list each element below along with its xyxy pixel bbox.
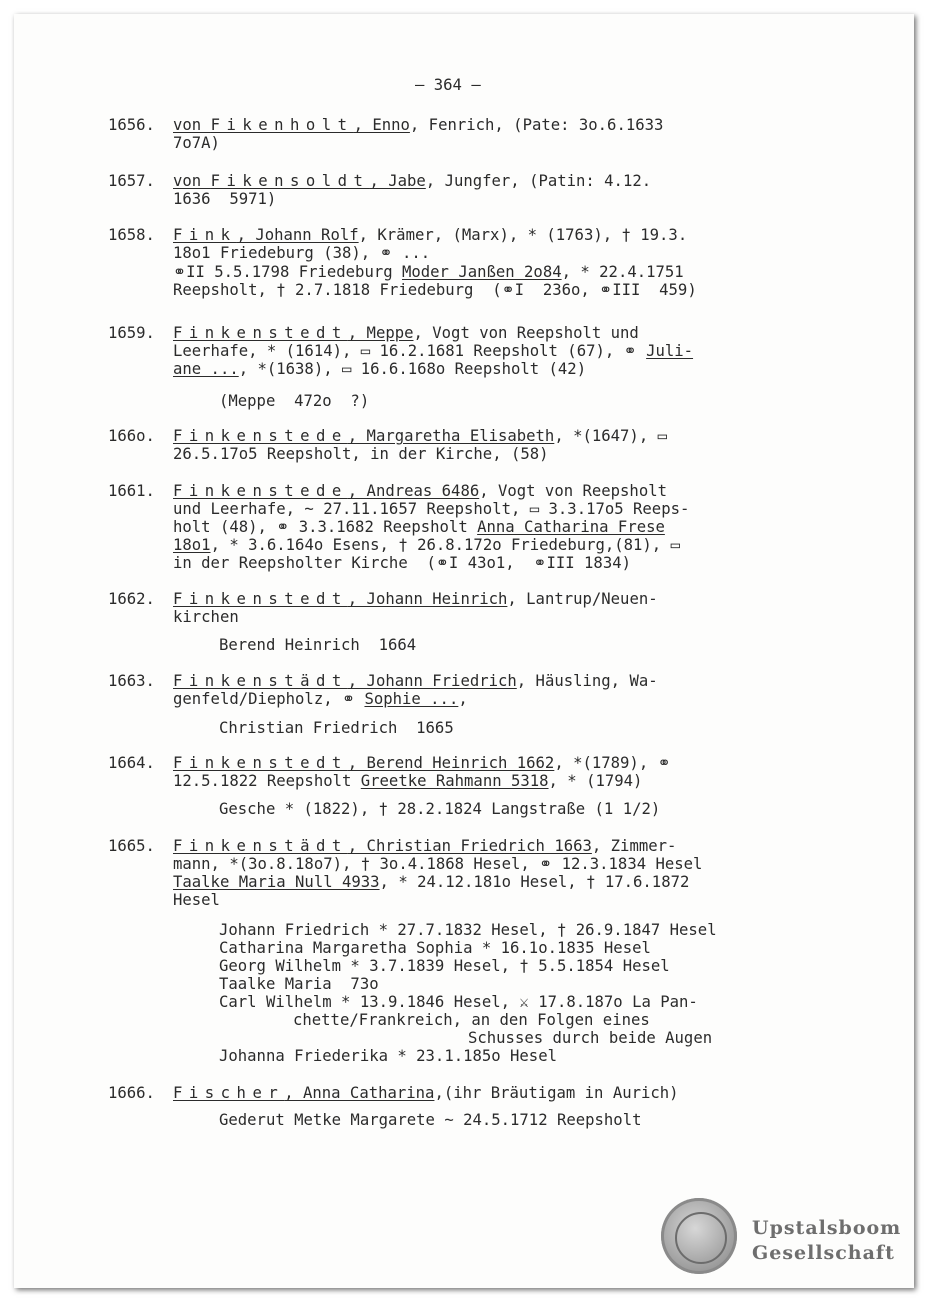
entry-line: Fink, Johann Rolf, Krämer, (Marx), * (1763), † 19.3.	[173, 226, 688, 244]
entry-line: Gederut Metke Margarete ~ 24.5.1712 Reepsholt	[219, 1111, 642, 1129]
entry-number: 1663.	[108, 672, 155, 690]
entry-line: Finkenstedt, Berend Heinrich 1662, *(1789), ⚭	[173, 754, 671, 772]
entry-line: Reepsholt, † 2.7.1818 Friedeburg (⚭I 236o, ⚭III 459)	[173, 281, 697, 299]
entry-line: holt (48), ⚭ 3.3.1682 Reepsholt Anna Catharina Frese	[173, 518, 665, 536]
entry-line: Georg Wilhelm * 3.7.1839 Hesel, † 5.5.1854 Hesel	[219, 957, 670, 975]
entry-line: chette/Frankreich, an den Folgen eines	[293, 1011, 650, 1029]
entry-line: und Leerhafe, ~ 27.11.1657 Reepsholt, ▭ 3.3.17o5 Reeps-	[173, 500, 690, 518]
entry-line: Christian Friedrich 1665	[219, 719, 454, 737]
entry-line: (Meppe 472o ?)	[219, 392, 370, 410]
entry-line: Johanna Friederika * 23.1.185o Hesel	[219, 1047, 557, 1065]
entry-line: Finkenstädt, Christian Friedrich 1663, Zimmer-	[173, 837, 677, 855]
logo-text-line1: Upstalsboom	[752, 1217, 902, 1239]
page-number: – 364 –	[415, 76, 481, 94]
entry-line: Taalke Maria 73o	[219, 975, 379, 993]
entry-line: von Fikenholt, Enno, Fenrich, (Pate: 3o.6.1633	[173, 116, 664, 134]
entry-line: Finkenstädt, Johann Friedrich, Häusling, Wa-	[173, 672, 658, 690]
entry-number: 1664.	[108, 754, 155, 772]
entry-line: kirchen	[173, 608, 239, 626]
entry-number: 166o.	[108, 427, 155, 445]
entry-number: 1656.	[108, 116, 155, 134]
entry-number: 1666.	[108, 1084, 155, 1102]
entry-line: Schusses durch beide Augen	[468, 1029, 713, 1047]
entry-line: Finkenstede, Andreas 6486, Vogt von Reepsholt	[173, 482, 667, 500]
entry-line: 7o7A)	[173, 134, 220, 152]
entry-line: ⚭II 5.5.1798 Friedeburg Moder Janßen 2o84, * 22.4.1751	[173, 263, 684, 281]
entry-number: 1657.	[108, 172, 155, 190]
entry-number: 1661.	[108, 482, 155, 500]
entry-number: 1658.	[108, 226, 155, 244]
entry-line: in der Reepsholter Kirche (⚭I 43o1, ⚭III 1834)	[173, 554, 631, 572]
entry-line: mann, *(3o.8.18o7), † 3o.4.1868 Hesel, ⚭ 12.3.1834 Hesel	[173, 855, 703, 873]
entry-line: Gesche * (1822), † 28.2.1824 Langstraße (1 1/2)	[219, 800, 661, 818]
entry-line: 18o1 Friedeburg (38), ⚭ ...	[173, 244, 431, 262]
entry-line: Catharina Margaretha Sophia * 16.1o.1835 Hesel	[219, 939, 651, 957]
society-seal	[661, 1198, 737, 1274]
entry-line: 1636 5971)	[173, 190, 277, 208]
entry-line: Finkenstede, Margaretha Elisabeth, *(1647), ▭	[173, 427, 667, 445]
entry-line: 18o1, * 3.6.164o Esens, † 26.8.172o Friedeburg,(81), ▭	[173, 536, 680, 554]
entry-line: 12.5.1822 Reepsholt Greetke Rahmann 5318, * (1794)	[173, 772, 643, 790]
entry-line: genfeld/Diepholz, ⚭ Sophie ...,	[173, 690, 468, 708]
entry-line: Leerhafe, * (1614), ▭ 16.2.1681 Reepsholt (67), ⚭ Juli-	[173, 342, 694, 360]
entry-line: von Fikensoldt, Jabe, Jungfer, (Patin: 4.12.	[173, 172, 652, 190]
entry-line: 26.5.17o5 Reepsholt, in der Kirche, (58)	[173, 445, 549, 463]
entry-number: 1662.	[108, 590, 155, 608]
logo-text-line2: Gesellschaft	[752, 1242, 895, 1264]
entry-number: 1659.	[108, 324, 155, 342]
entry-number: 1665.	[108, 837, 155, 855]
entry-line: Carl Wilhelm * 13.9.1846 Hesel, ⚔ 17.8.187o La Pan-	[219, 993, 698, 1011]
entry-line: Finkenstedt, Johann Heinrich, Lantrup/Neuen-	[173, 590, 658, 608]
entry-line: Taalke Maria Null 4933, * 24.12.181o Hesel, † 17.6.1872	[173, 873, 690, 891]
entry-line: Johann Friedrich * 27.7.1832 Hesel, † 26.9.1847 Hesel	[219, 921, 717, 939]
entry-line: Finkenstedt, Meppe, Vogt von Reepsholt und	[173, 324, 639, 342]
entry-line: ane ..., *(1638), ▭ 16.6.168o Reepsholt (42)	[173, 360, 587, 378]
entry-line: Berend Heinrich 1664	[219, 636, 417, 654]
entry-line: Fischer, Anna Catharina,(ihr Bräutigam in Aurich)	[173, 1084, 679, 1102]
entry-line: Hesel	[173, 891, 220, 909]
